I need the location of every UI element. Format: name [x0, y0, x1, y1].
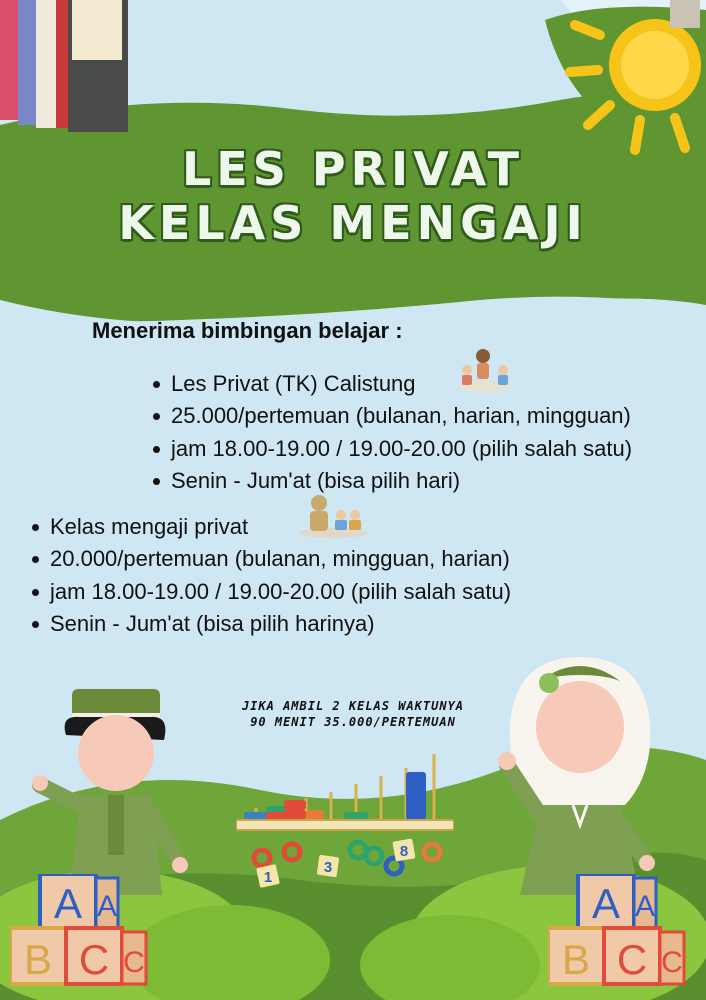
svg-text:C: C — [616, 936, 648, 983]
svg-text:C: C — [661, 946, 683, 979]
intro-text: Menerima bimbingan belajar : — [92, 318, 403, 343]
bullet-icon — [32, 556, 39, 563]
abacus-illustration — [236, 748, 454, 836]
title-line-1: LES PRIVAT — [181, 142, 524, 196]
note-line-1: JIKA AMBIL 2 KELAS WAKTUNYA — [241, 699, 465, 713]
number-tile-8 — [392, 838, 415, 861]
study-group-icon — [457, 346, 513, 394]
kelas-mengaji-list — [30, 511, 511, 640]
svg-text:B: B — [23, 936, 53, 983]
list-item: Senin - Jum'at (bisa pilih harinya) — [30, 608, 511, 640]
bullet-icon — [32, 589, 39, 596]
note-line-2: 90 MENIT 35.000/PERTEMUAN — [250, 715, 456, 729]
bullet-icon — [153, 413, 160, 420]
svg-text:A: A — [634, 890, 656, 923]
svg-text:C: C — [123, 946, 145, 979]
list-item: 20.000/pertemuan (bulanan, mingguan, harian) — [30, 543, 511, 575]
list-item: Les Privat (TK) Calistung — [151, 368, 632, 400]
boy-illustration — [30, 685, 190, 895]
list-item: jam 18.00-19.00 / 19.00-20.00 (pilih salah satu) — [151, 433, 632, 465]
title-line-2: KELAS MENGAJI — [118, 196, 588, 250]
abc-blocks-left — [10, 874, 150, 986]
svg-text:3: 3 — [323, 859, 333, 876]
svg-text:8: 8 — [399, 843, 409, 860]
abc-blocks-right — [548, 874, 688, 986]
svg-text:A: A — [591, 880, 621, 927]
counting-toys — [250, 836, 446, 888]
bullet-icon — [153, 446, 160, 453]
girl-illustration — [495, 655, 665, 895]
svg-text:A: A — [96, 890, 118, 923]
list-item: jam 18.00-19.00 / 19.00-20.00 (pilih salah satu) — [30, 576, 511, 608]
svg-text:B: B — [561, 936, 591, 983]
svg-text:A: A — [53, 880, 83, 927]
number-tile-1 — [256, 864, 280, 888]
bullet-icon — [32, 621, 39, 628]
svg-text:1: 1 — [263, 869, 273, 886]
number-tile-3 — [317, 855, 340, 878]
list-item: 25.000/pertemuan (bulanan, harian, mingguan) — [151, 400, 632, 432]
books-illustration — [0, 0, 140, 140]
list-item: Kelas mengaji privat — [30, 511, 511, 543]
sun-bulb-icon — [560, 0, 706, 160]
les-privat-list — [151, 368, 632, 497]
bullet-icon — [153, 381, 160, 388]
quran-reading-icon — [297, 491, 369, 539]
bullet-icon — [153, 478, 160, 485]
bullet-icon — [32, 524, 39, 531]
svg-text:C: C — [78, 936, 110, 983]
list-item: Senin - Jum'at (bisa pilih hari) — [151, 465, 632, 497]
